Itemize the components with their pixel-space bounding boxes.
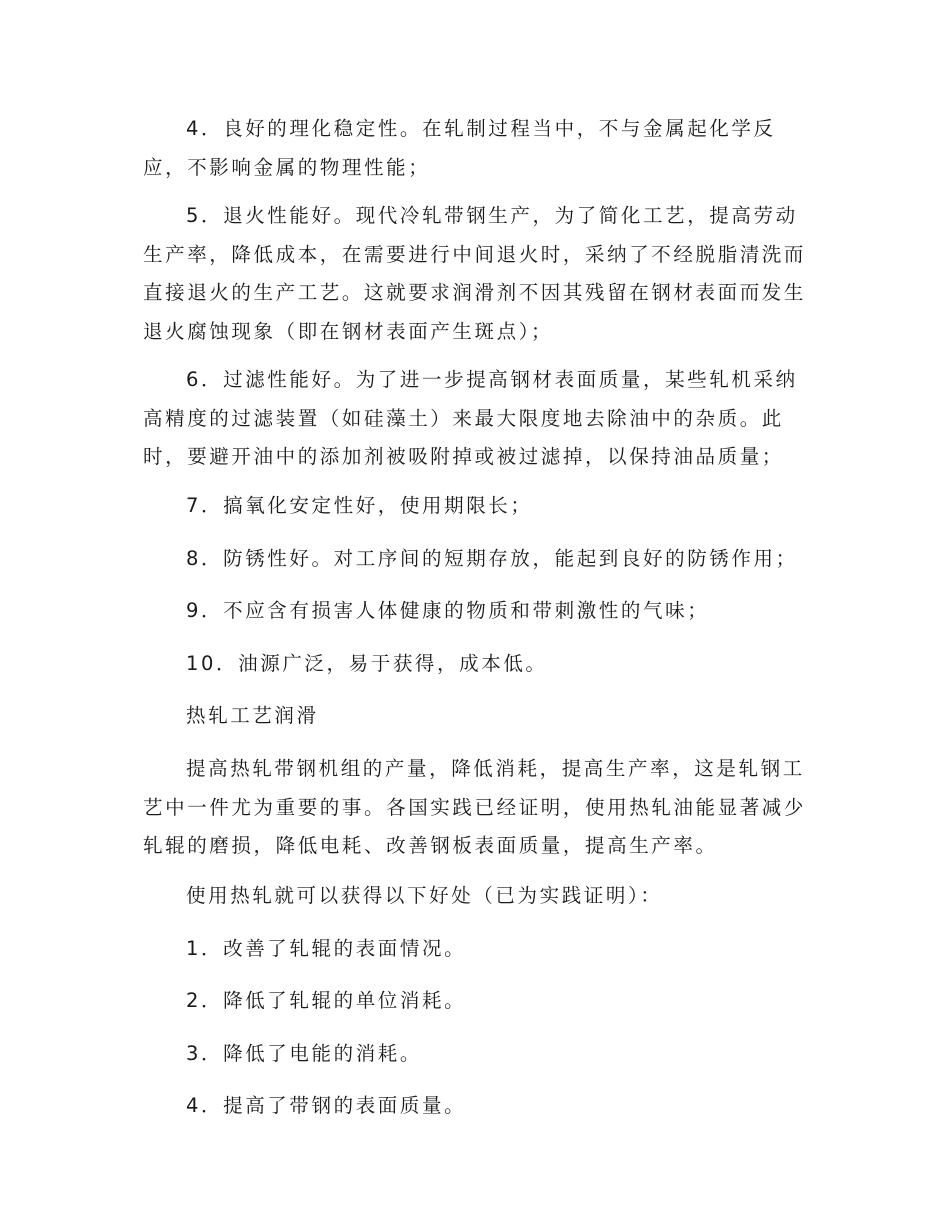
paragraph-item-4-stability: 4．良好的理化稳定性。在轧制过程当中，不与金属起化学反应，不影响金属的物理性能； bbox=[143, 117, 776, 179]
section-heading-hot-rolling: 热轧工艺润滑 bbox=[186, 704, 319, 727]
paragraph-item-7-oxidation: 7．搞氧化安定性好，使用期限长； bbox=[186, 494, 533, 517]
paragraph-item-10-source: 10．油源广泛，易于获得，成本低。 bbox=[186, 652, 548, 675]
paragraph-item-9-health: 9．不应含有损害人体健康的物质和带刺激性的气味； bbox=[186, 599, 710, 622]
benefit-item-3: 3．降低了电能的消耗。 bbox=[186, 1042, 423, 1065]
paragraph-benefits-intro: 使用热轧就可以获得以下好处（已为实践证明）： bbox=[186, 884, 663, 907]
paragraph-item-5-annealing: 5．退火性能好。现代冷轧带钢生产，为了简化工艺，提高劳动生产率，降低成本，在需要进行中间退火时，采纳了不经脱脂清洗而直接退火的生产工艺。这就要求润滑剂不因其残留在钢材表面而发生退火腐蚀现象（即在钢材表面产生斑点）； bbox=[143, 204, 807, 343]
paragraph-item-8-rust: 8．防锈性好。对工序间的短期存放，能起到良好的防锈作用； bbox=[186, 547, 798, 570]
paragraph-hot-rolling-intro: 提高热轧带钢机组的产量，降低消耗，提高生产率，这是轧钢工艺中一件尤为重要的事。各国实践已经证明，使用热轧油能显著减少轧辊的磨损，降低电耗、改善钢板表面质量，提高生产率。 bbox=[143, 757, 807, 857]
benefit-item-4: 4．提高了带钢的表面质量。 bbox=[186, 1094, 467, 1117]
benefit-item-1: 1．改善了轧辊的表面情况。 bbox=[186, 937, 467, 960]
benefit-item-2: 2．降低了轧辊的单位消耗。 bbox=[186, 989, 467, 1012]
paragraph-item-6-filtering: 6．过滤性能好。为了进一步提高钢材表面质量，某些轧机采纳高精度的过滤装置（如硅藻土）来最大限度地去除油中的杂质。此时，要避开油中的添加剂被吸附掉或被过滤掉，以保持油品质量； bbox=[143, 368, 798, 468]
